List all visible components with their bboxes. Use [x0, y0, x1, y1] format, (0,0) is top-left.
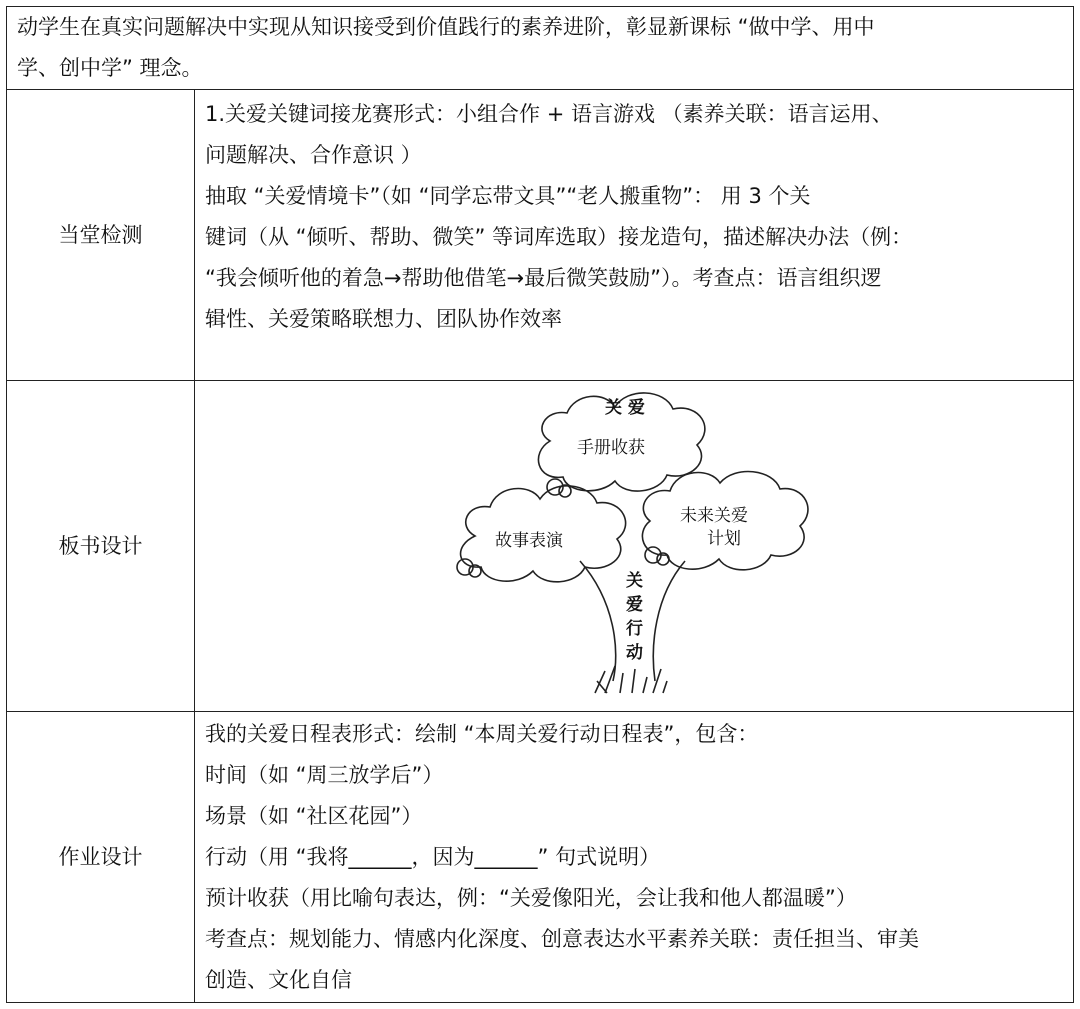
board-row	[7, 381, 1074, 712]
board-label: 板书设计	[7, 381, 195, 712]
homework-line-4: 行动（用 “我将______，因为______” 句式说明）	[205, 845, 661, 869]
trunk-char-2: 爱	[626, 595, 643, 615]
check-content	[195, 90, 1074, 381]
check-line-4: 键词（从 “倾听、帮助、微笑” 等词库选取）接龙造句，描述解决办法（例：	[205, 225, 913, 249]
check-line-5: “我会倾听他的着急→帮助他借笔→最后微笑鼓励”）。考查点：语言组织逻	[205, 266, 882, 290]
trunk-char-1: 关	[626, 571, 643, 591]
trunk-left-line	[580, 561, 616, 681]
check-line-1: 1.关爱关键词接龙赛形式：小组合作 + 语言游戏 （素养关联：语言运用、	[205, 102, 893, 126]
homework-line-5: 预计收获（用比喻句表达，例：“关爱像阳光，会让我和他人都温暖”）	[205, 886, 857, 910]
trunk-char-4: 动	[626, 643, 643, 663]
homework-label: 作业设计	[7, 712, 195, 1003]
tree-diagram	[195, 381, 1073, 711]
check-line-2: 问题解决、合作意识 ）	[205, 143, 422, 167]
check-line-6: 辑性、关爱策略联想力、团队协作效率	[205, 307, 562, 331]
intro-cell	[7, 7, 1074, 90]
homework-line-6: 考查点：规划能力、情感内化深度、创意表达水平素养关联：责任担当、审美	[205, 927, 919, 951]
trunk-right-line	[653, 561, 685, 681]
check-row	[7, 90, 1074, 381]
homework-line-1: 我的关爱日程表形式：绘制 “本周关爱行动日程表”，包含：	[205, 722, 759, 746]
lesson-plan-table	[6, 6, 1074, 1003]
homework-line-2: 时间（如 “周三放学后”）	[205, 763, 444, 787]
check-label: 当堂检测	[7, 90, 195, 381]
cloud-left-label: 故事表演	[495, 531, 563, 551]
board-design-cell	[195, 381, 1074, 712]
homework-line-3: 场景（如 “社区花园”）	[205, 804, 423, 828]
homework-line-7: 创造、文化自信	[205, 968, 352, 992]
board-title: 关 爱	[605, 398, 645, 418]
cloud-right-label-1: 未来关爱	[680, 506, 748, 526]
cloud-top-label: 手册收获	[577, 438, 645, 458]
trunk-char-3: 行	[626, 619, 643, 639]
intro-row	[7, 7, 1074, 90]
homework-row	[7, 712, 1074, 1003]
intro-line-2: 学、创中学” 理念。	[17, 56, 203, 80]
intro-line-1: 动学生在真实问题解决中实现从知识接受到价值践行的素养进阶，彰显新课标 “做中学、用中	[17, 15, 875, 39]
cloud-right-label-2: 计划	[707, 529, 741, 549]
grass	[595, 666, 667, 693]
homework-content	[195, 712, 1074, 1003]
check-line-3: 抽取 “关爱情境卡”（如 “同学忘带文具”“老人搬重物”： 用 3 个关	[205, 184, 811, 208]
